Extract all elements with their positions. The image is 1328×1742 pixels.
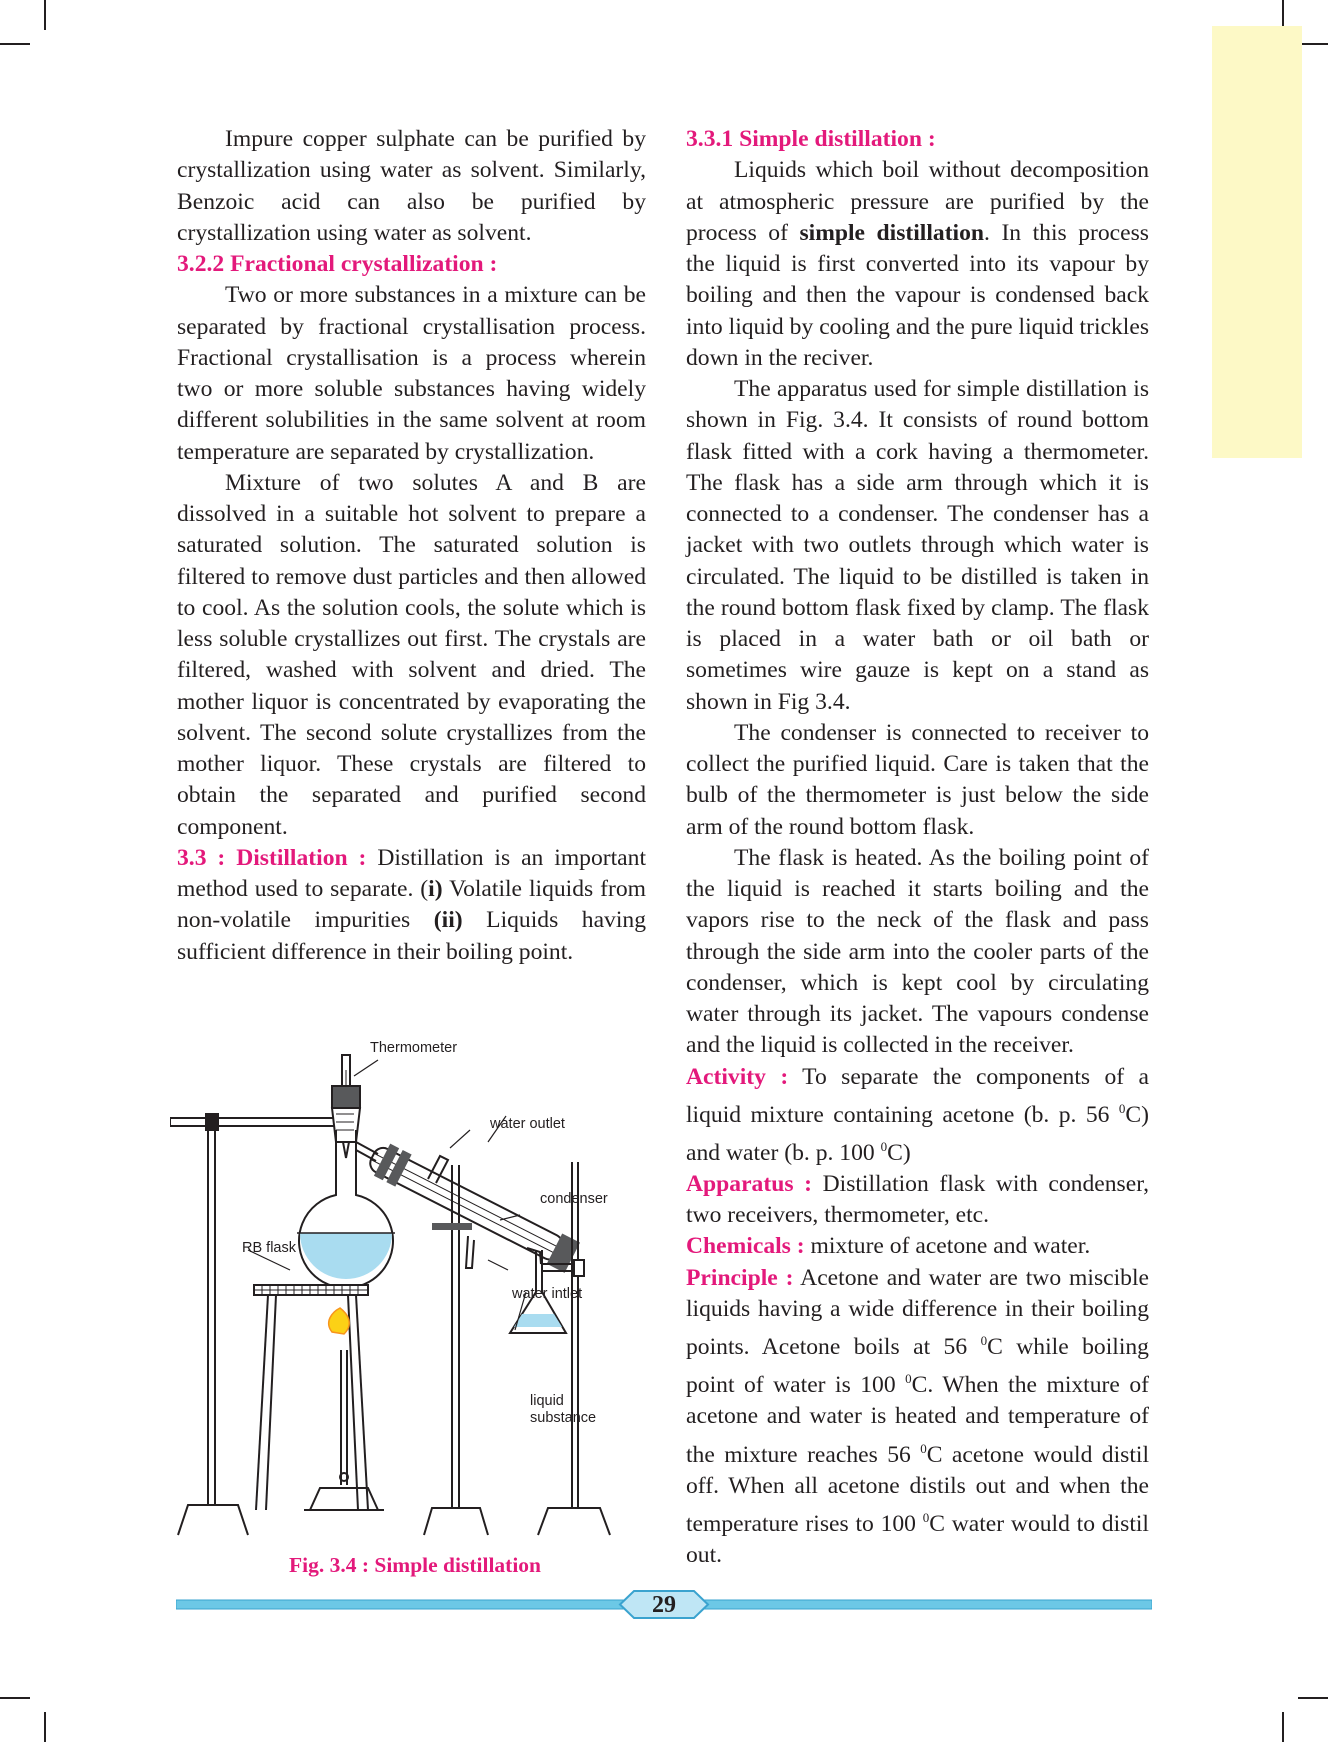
bold-text: simple distillation xyxy=(799,219,985,246)
text-run: C) xyxy=(887,1139,911,1166)
text-run: Distillation is an important method used to separate. ( xyxy=(177,844,647,902)
text-run: C water would to distil out. xyxy=(686,1510,1149,1569)
middle-stand xyxy=(424,1165,488,1535)
distillation-figure xyxy=(170,1030,670,1550)
superscript: 0 xyxy=(920,1440,927,1456)
text-run: Liquids which boil without decomposition at atmospheric pressure are purified by the process of xyxy=(686,157,1149,246)
section-heading: 3.3 : Distillation : xyxy=(177,844,367,871)
right-stand xyxy=(538,1162,610,1535)
page-number: 29 xyxy=(652,1592,676,1618)
paragraph xyxy=(686,1169,1149,1232)
superscript: 0 xyxy=(905,1371,912,1387)
text-run: C) and water (b. p. 100 xyxy=(686,1101,1149,1166)
section-heading: 3.3.1 Simple distillation : xyxy=(686,126,936,152)
crop-mark xyxy=(44,0,46,30)
water-outlet-label: water outlet xyxy=(490,1116,565,1132)
principle-label: Principle : xyxy=(686,1264,794,1291)
paragraph: Two or more substances in a mixture can be separated by fractional crystallisation process. Fractional crystallisation is a process wherein two or more soluble substances having widely different solubilities in the same solvent at room temperature are separated by crystallization. xyxy=(177,282,646,465)
paragraph: The flask is heated. As the boiling point of the liquid is reached it starts boiling and the vapors rise to the neck of the flask and pass through the side arm into the cooler parts of the condenser, which is kept cool by circulating water through its jacket. The vapours condense and the liquid is collected in the receiver. xyxy=(686,844,1149,1059)
apparatus-label: Apparatus : xyxy=(686,1170,812,1197)
text-run: mixture of acetone and water. xyxy=(804,1233,1091,1260)
section-heading: 3.2.2 Fractional crystallization : xyxy=(177,251,498,277)
apparatus-diagram xyxy=(170,1030,670,1550)
text-run: C. When the mixture of acetone and water is heated and temperature of the mixture reaches 56 xyxy=(686,1372,1150,1468)
crop-mark xyxy=(1298,43,1328,45)
text-run: To separate the components of a liquid mixture containing acetone (b. p. 56 xyxy=(686,1063,1150,1128)
superscript: 0 xyxy=(980,1333,988,1349)
crop-mark xyxy=(1282,1712,1284,1742)
text-run: Acetone and water are two miscible liquids having a wide difference in their boiling points. Acetone boils at 56 xyxy=(686,1264,1149,1361)
paragraph: Impure copper sulphate can be purified by crystallization using water as solvent. Similarly, Benzoic acid can also be purified by crystallization using water as solvent. xyxy=(177,126,646,246)
superscript: 0 xyxy=(1118,1100,1126,1116)
text-run: Liquids having sufficient difference in their boiling point. xyxy=(177,907,647,965)
bold-text: i) xyxy=(428,876,443,902)
paragraph: Mixture of two solutes A and B are dissolved in a suitable hot solvent to prepare a saturated solution. The saturated solution is filtered to remove dust particles and then allowed to cool. As the solution cools, the solute which is less soluble crystallizes out first. The crystals are filtered, washed with solvent and dried. The mother liquor is concentrated by evaporating the solvent. The second solute crystallizes from the mother liquor. These crystals are filtered to obtain the separated and purified second component. xyxy=(177,469,646,840)
superscript: 0 xyxy=(922,1510,930,1526)
crop-mark xyxy=(44,1712,46,1742)
figure-caption: Fig. 3.4 : Simple distillation xyxy=(288,1553,542,1577)
paragraph: The condenser is connected to receiver to collect the purified liquid. Care is taken that the bulb of the thermometer is just below the side arm of the round bottom flask. xyxy=(686,719,1149,840)
crop-mark xyxy=(1298,1697,1328,1699)
side-tab xyxy=(1212,26,1302,458)
burner xyxy=(304,1308,384,1510)
activity-label: Activity : xyxy=(686,1063,789,1090)
rb-flask-label: RB flask xyxy=(242,1240,296,1256)
text-run: C while boiling point of water is 100 xyxy=(686,1334,1149,1399)
paragraph xyxy=(686,1062,1149,1169)
crop-mark xyxy=(0,43,30,45)
tripod-stand xyxy=(254,1285,368,1510)
paragraph xyxy=(686,1231,1149,1262)
chemicals-label: Chemicals : xyxy=(686,1233,805,1260)
paragraph: The apparatus used for simple distillation is shown in Fig. 3.4. It consists of round bottom flask fitted with a cork having a thermometer. The flask has a side arm through which it is connected to a condenser. The condenser has a jacket with two outlets through which water is circulated. The liquid to be distilled is taken in the round bottom flask fixed by clamp. The flask is placed in a water bath or oil bath or sometimes wire gauze is kept on a stand as shown in Fig 3.4. xyxy=(686,376,1149,715)
paragraph xyxy=(686,1263,1149,1572)
water-inlet-label: water intlet xyxy=(512,1286,583,1302)
left-stand xyxy=(170,1114,335,1535)
bold-text: (ii) xyxy=(433,907,463,934)
right-column xyxy=(686,124,1149,1571)
left-column xyxy=(177,124,646,968)
text-run: Distillation flask with condenser, two receivers, thermometer, etc. xyxy=(686,1170,1150,1229)
paragraph xyxy=(686,155,1149,374)
paragraph xyxy=(177,843,646,968)
crop-mark xyxy=(0,1697,30,1699)
condenser-label: condenser xyxy=(540,1191,608,1207)
text-run: C acetone would distil off. When all acetone distils out and when the temperature rises to 100 xyxy=(686,1441,1149,1537)
substance-label: substance xyxy=(530,1410,597,1426)
superscript: 0 xyxy=(880,1138,888,1154)
liquid-label: liquid xyxy=(530,1393,564,1409)
text-run: Volatile liquids from non-volatile impurities xyxy=(177,876,646,934)
thermometer-label: Thermometer xyxy=(370,1040,458,1056)
text-run: . In this process the liquid is first converted into its vapour by boiling and then the vapour is condensed back into liquid by cooling and the pure liquid trickles down in the reciver. xyxy=(686,219,1149,371)
